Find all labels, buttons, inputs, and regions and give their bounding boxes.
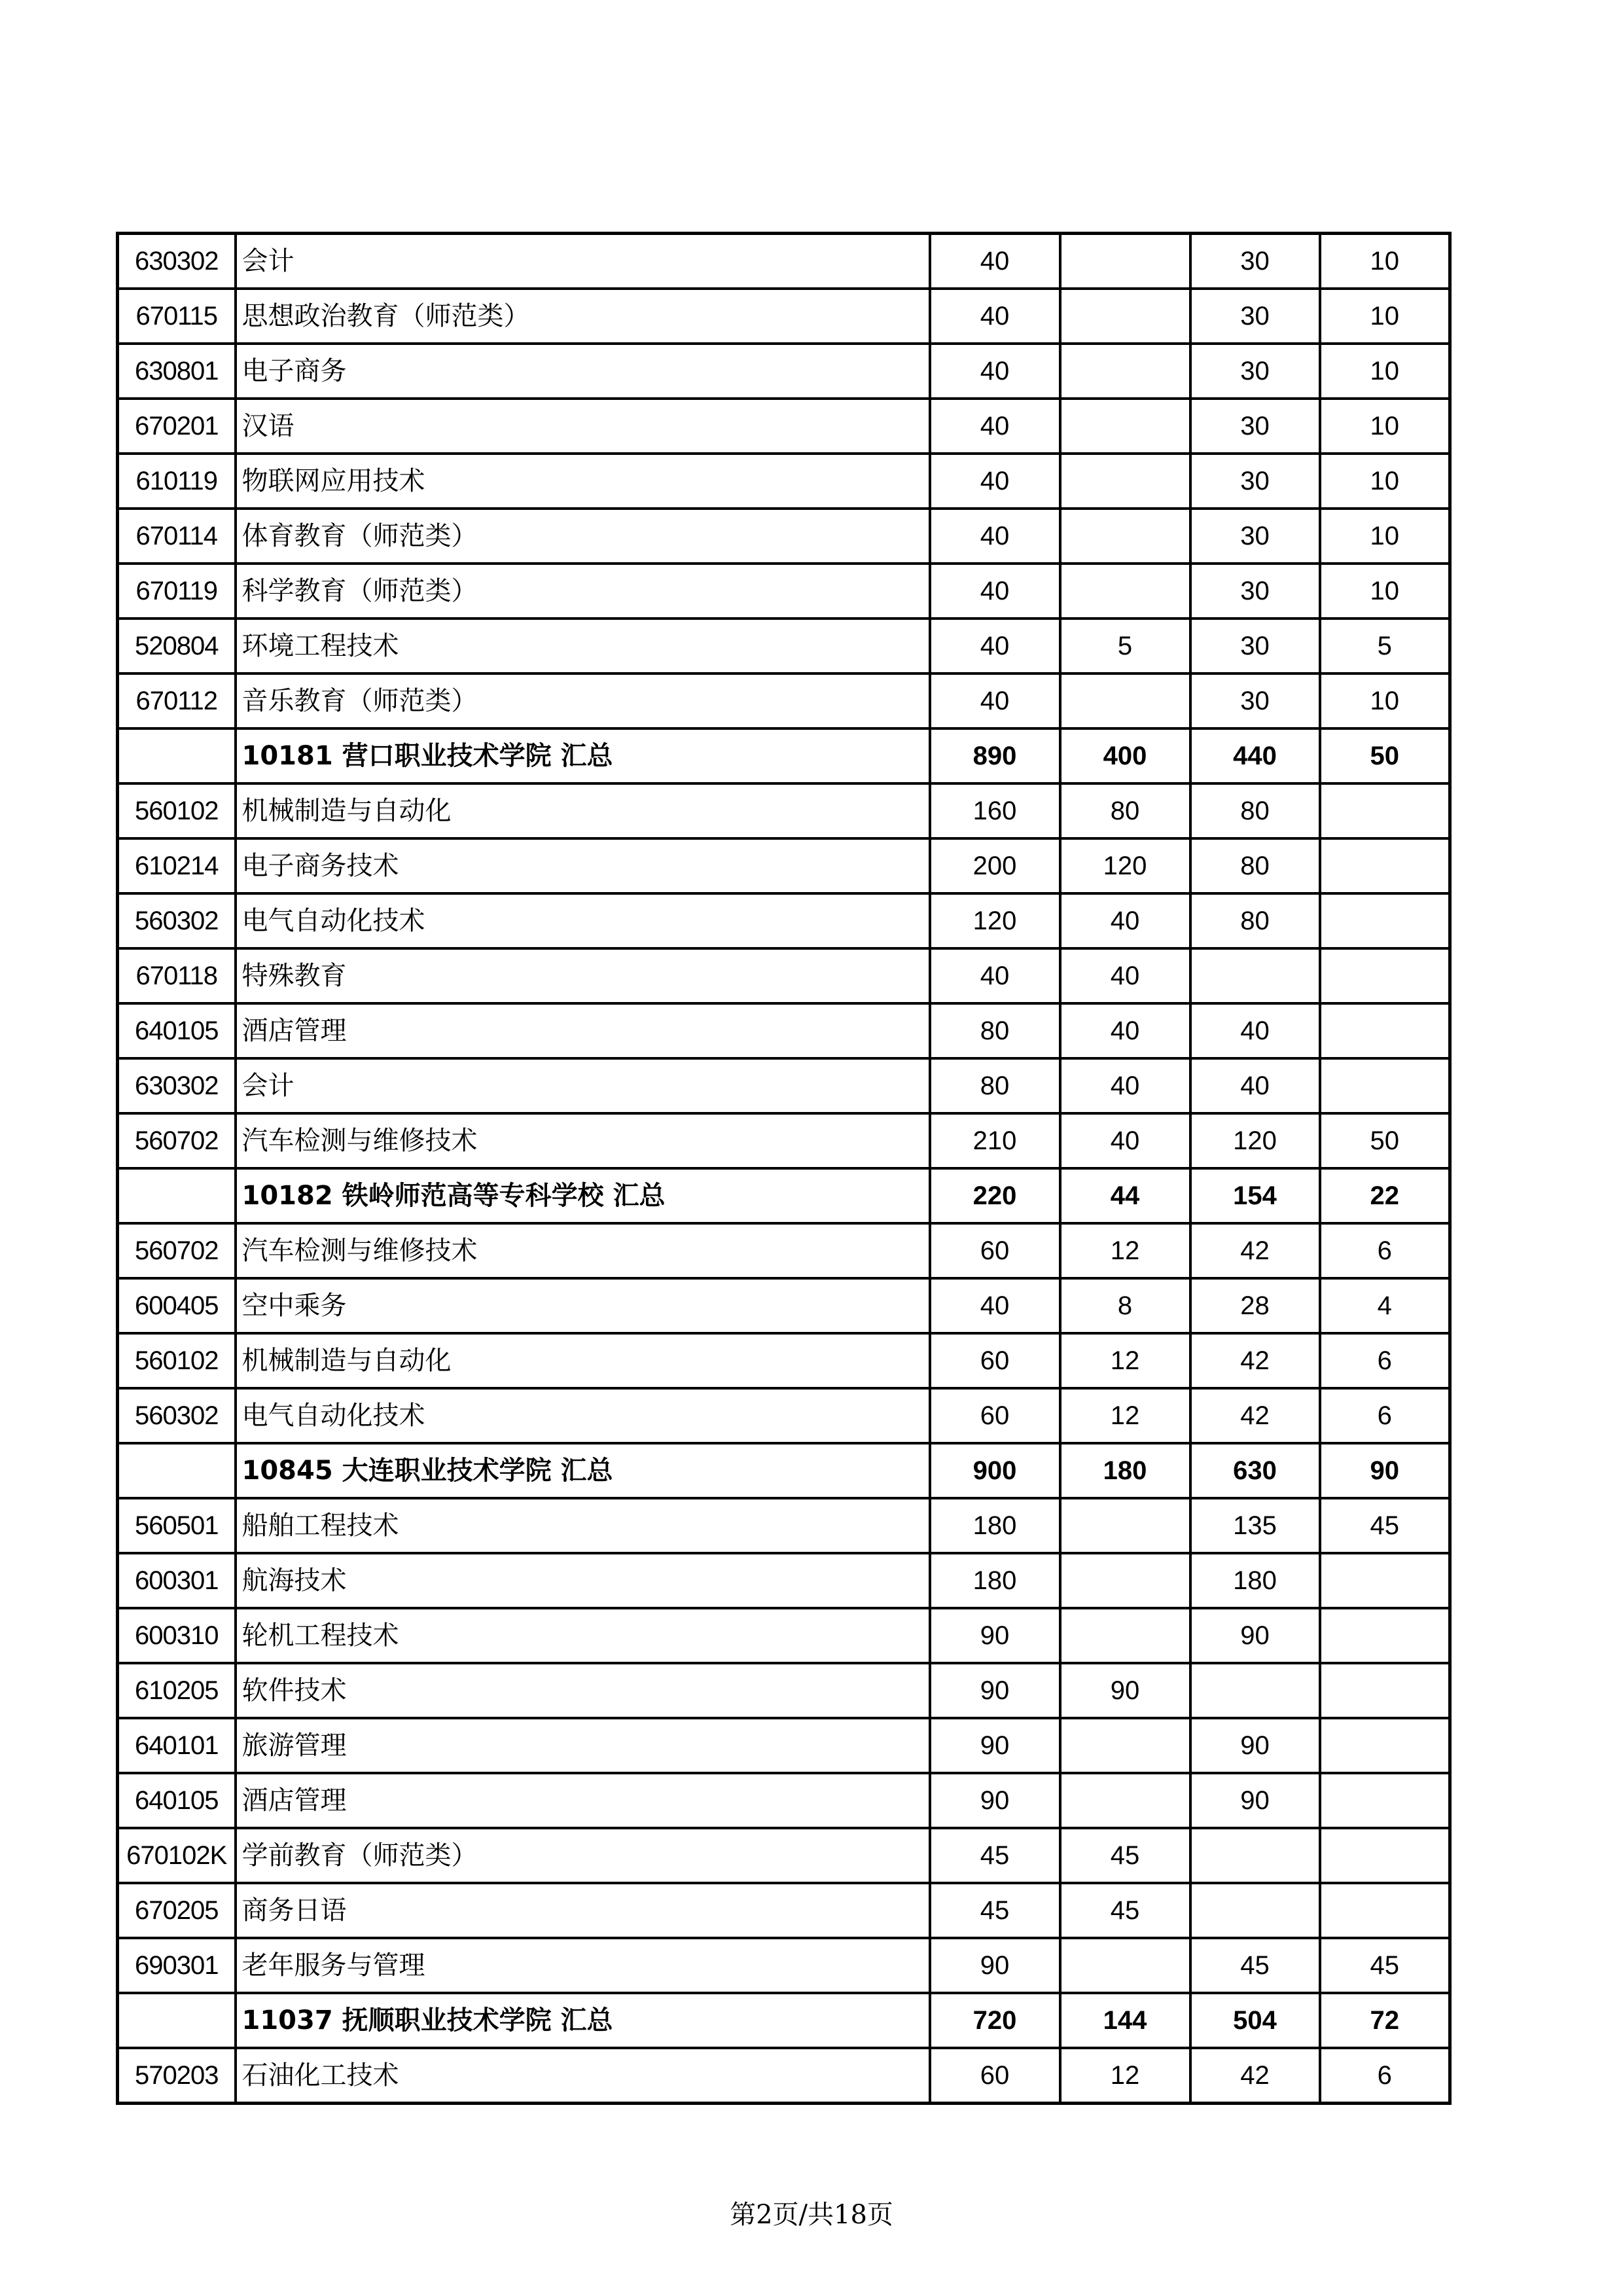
plan-total-cell: 900 [930,1443,1060,1498]
major-name-cell: 科学教育（师范类） [236,564,930,619]
plan-col2-cell [1060,673,1190,728]
plan-col2-cell: 120 [1060,838,1190,893]
table-row [118,1498,1450,1553]
plan-col3-cell: 154 [1190,1168,1320,1223]
plan-col2-cell: 5 [1060,619,1190,673]
table-row [118,2048,1450,2104]
plan-total-cell: 40 [930,234,1060,289]
major-name-cell: 电气自动化技术 [236,893,930,948]
plan-col3-cell: 440 [1190,728,1320,783]
plan-col4-cell [1320,783,1450,838]
plan-col2-cell: 400 [1060,728,1190,783]
plan-total-cell: 40 [930,289,1060,344]
plan-col4-cell: 10 [1320,454,1450,509]
plan-col3-cell: 28 [1190,1278,1320,1333]
plan-total-cell: 90 [930,1663,1060,1718]
plan-col4-cell: 6 [1320,2048,1450,2104]
plan-total-cell: 60 [930,1223,1060,1278]
major-code-cell: 670201 [118,399,236,454]
plan-total-cell: 60 [930,1388,1060,1443]
plan-total-cell: 40 [930,509,1060,564]
plan-col4-cell: 50 [1320,1113,1450,1168]
plan-total-cell: 720 [930,1993,1060,2048]
plan-col3-cell: 30 [1190,454,1320,509]
table-row [118,509,1450,564]
plan-col2-cell: 12 [1060,1388,1190,1443]
major-code-cell: 520804 [118,619,236,673]
plan-total-cell: 40 [930,948,1060,1003]
table-row [118,1388,1450,1443]
plan-col2-cell [1060,1553,1190,1608]
plan-col2-cell: 8 [1060,1278,1190,1333]
plan-col3-cell: 42 [1190,1333,1320,1388]
table-row [118,289,1450,344]
plan-total-cell: 45 [930,1883,1060,1938]
enrollment-plan-table [116,232,1452,2105]
plan-col3-cell: 504 [1190,1993,1320,2048]
table-row [118,838,1450,893]
plan-col2-cell [1060,454,1190,509]
plan-col3-cell: 135 [1190,1498,1320,1553]
summary-row [118,1168,1450,1223]
plan-col4-cell: 10 [1320,564,1450,619]
school-summary-cell: 11037 抚顺职业技术学院 汇总 [236,1993,930,2048]
plan-col4-cell: 72 [1320,1993,1450,2048]
plan-col3-cell: 120 [1190,1113,1320,1168]
plan-total-cell: 60 [930,2048,1060,2104]
plan-col4-cell: 10 [1320,509,1450,564]
major-name-cell: 特殊教育 [236,948,930,1003]
major-name-cell: 空中乘务 [236,1278,930,1333]
plan-col4-cell: 6 [1320,1388,1450,1443]
plan-col4-cell [1320,948,1450,1003]
plan-col2-cell [1060,234,1190,289]
summary-row [118,1443,1450,1498]
major-name-cell: 会计 [236,234,930,289]
table-row [118,1278,1450,1333]
major-name-cell: 电子商务 [236,344,930,399]
plan-col4-cell [1320,1883,1450,1938]
major-code-cell: 560302 [118,1388,236,1443]
major-code-cell: 670115 [118,289,236,344]
major-code-cell: 670205 [118,1883,236,1938]
plan-total-cell: 40 [930,564,1060,619]
plan-col2-cell [1060,1773,1190,1828]
plan-total-cell: 210 [930,1113,1060,1168]
table-row [118,893,1450,948]
plan-col4-cell: 4 [1320,1278,1450,1333]
plan-col3-cell: 630 [1190,1443,1320,1498]
plan-col2-cell: 40 [1060,1113,1190,1168]
major-code-cell [118,1443,236,1498]
plan-total-cell: 60 [930,1333,1060,1388]
major-name-cell: 软件技术 [236,1663,930,1718]
major-name-cell: 航海技术 [236,1553,930,1608]
plan-total-cell: 40 [930,673,1060,728]
major-code-cell: 630302 [118,234,236,289]
plan-col3-cell: 40 [1190,1003,1320,1058]
major-code-cell: 690301 [118,1938,236,1993]
major-name-cell: 汽车检测与维修技术 [236,1223,930,1278]
table-row [118,619,1450,673]
plan-col3-cell: 30 [1190,564,1320,619]
table-row [118,1113,1450,1168]
plan-col3-cell: 30 [1190,509,1320,564]
plan-col3-cell: 180 [1190,1553,1320,1608]
major-code-cell [118,728,236,783]
major-name-cell: 会计 [236,1058,930,1113]
plan-col3-cell: 42 [1190,2048,1320,2104]
plan-total-cell: 180 [930,1498,1060,1553]
plan-col2-cell [1060,509,1190,564]
plan-col4-cell: 5 [1320,619,1450,673]
major-code-cell: 670118 [118,948,236,1003]
plan-col4-cell [1320,1608,1450,1663]
table-body [118,234,1450,2104]
plan-col3-cell: 30 [1190,289,1320,344]
major-name-cell: 思想政治教育（师范类） [236,289,930,344]
plan-col3-cell: 90 [1190,1608,1320,1663]
plan-col4-cell [1320,1718,1450,1773]
school-summary-cell: 10845 大连职业技术学院 汇总 [236,1443,930,1498]
major-code-cell: 670114 [118,509,236,564]
plan-col2-cell [1060,289,1190,344]
major-name-cell: 旅游管理 [236,1718,930,1773]
table-row [118,1223,1450,1278]
plan-col3-cell: 30 [1190,619,1320,673]
plan-col3-cell: 80 [1190,783,1320,838]
major-code-cell: 560302 [118,893,236,948]
major-code-cell: 560702 [118,1223,236,1278]
school-summary-cell: 10182 铁岭师范高等专科学校 汇总 [236,1168,930,1223]
table-row [118,1938,1450,1993]
table-row [118,1058,1450,1113]
plan-col3-cell [1190,1828,1320,1883]
plan-col2-cell [1060,1718,1190,1773]
plan-total-cell: 90 [930,1608,1060,1663]
major-code-cell: 560501 [118,1498,236,1553]
plan-col3-cell: 30 [1190,234,1320,289]
major-name-cell: 老年服务与管理 [236,1938,930,1993]
plan-col3-cell: 30 [1190,673,1320,728]
plan-total-cell: 890 [930,728,1060,783]
plan-col3-cell: 45 [1190,1938,1320,1993]
major-name-cell: 电气自动化技术 [236,1388,930,1443]
page-number-footer: 第2页/共18页 [730,2200,893,2230]
major-code-cell: 630801 [118,344,236,399]
table-row [118,1663,1450,1718]
plan-total-cell: 90 [930,1773,1060,1828]
major-name-cell: 汉语 [236,399,930,454]
table-row [118,399,1450,454]
major-code-cell: 630302 [118,1058,236,1113]
major-name-cell: 酒店管理 [236,1003,930,1058]
plan-col2-cell [1060,1608,1190,1663]
plan-col4-cell: 6 [1320,1223,1450,1278]
table-row [118,1718,1450,1773]
plan-total-cell: 80 [930,1058,1060,1113]
plan-col2-cell: 90 [1060,1663,1190,1718]
plan-col4-cell [1320,1003,1450,1058]
plan-col3-cell: 30 [1190,399,1320,454]
plan-col2-cell: 40 [1060,1003,1190,1058]
plan-col4-cell: 90 [1320,1443,1450,1498]
plan-col2-cell: 40 [1060,893,1190,948]
plan-col2-cell: 45 [1060,1828,1190,1883]
plan-col2-cell [1060,1498,1190,1553]
major-code-cell: 670102K [118,1828,236,1883]
plan-col3-cell: 30 [1190,344,1320,399]
table-row [118,1003,1450,1058]
major-name-cell: 电子商务技术 [236,838,930,893]
plan-col2-cell [1060,564,1190,619]
plan-total-cell: 40 [930,1278,1060,1333]
plan-total-cell: 80 [930,1003,1060,1058]
table-row [118,673,1450,728]
plan-col3-cell [1190,1663,1320,1718]
plan-col3-cell: 42 [1190,1223,1320,1278]
major-code-cell: 670112 [118,673,236,728]
plan-col2-cell: 40 [1060,1058,1190,1113]
plan-col3-cell [1190,948,1320,1003]
major-code-cell: 610119 [118,454,236,509]
plan-total-cell: 90 [930,1938,1060,1993]
major-name-cell: 轮机工程技术 [236,1608,930,1663]
plan-total-cell: 90 [930,1718,1060,1773]
major-code-cell [118,1168,236,1223]
plan-total-cell: 40 [930,619,1060,673]
plan-col4-cell [1320,1663,1450,1718]
plan-total-cell: 160 [930,783,1060,838]
plan-col3-cell: 40 [1190,1058,1320,1113]
plan-col4-cell [1320,1058,1450,1113]
plan-col3-cell: 42 [1190,1388,1320,1443]
plan-col2-cell [1060,344,1190,399]
major-code-cell: 570203 [118,2048,236,2104]
plan-col4-cell: 10 [1320,289,1450,344]
table-row [118,454,1450,509]
table-row [118,1828,1450,1883]
plan-col3-cell: 90 [1190,1718,1320,1773]
major-code-cell: 640101 [118,1718,236,1773]
plan-col4-cell: 10 [1320,673,1450,728]
plan-col4-cell: 10 [1320,234,1450,289]
plan-col3-cell: 90 [1190,1773,1320,1828]
plan-col2-cell: 45 [1060,1883,1190,1938]
plan-col4-cell: 22 [1320,1168,1450,1223]
plan-col4-cell: 45 [1320,1498,1450,1553]
table-row [118,564,1450,619]
major-code-cell: 600301 [118,1553,236,1608]
plan-total-cell: 40 [930,454,1060,509]
major-name-cell: 学前教育（师范类） [236,1828,930,1883]
plan-col4-cell: 10 [1320,399,1450,454]
plan-col2-cell: 80 [1060,783,1190,838]
major-name-cell: 物联网应用技术 [236,454,930,509]
plan-col4-cell: 6 [1320,1333,1450,1388]
major-code-cell: 640105 [118,1773,236,1828]
plan-col3-cell: 80 [1190,838,1320,893]
summary-row [118,728,1450,783]
major-name-cell: 船舶工程技术 [236,1498,930,1553]
table-row [118,1553,1450,1608]
plan-col2-cell: 44 [1060,1168,1190,1223]
plan-col4-cell: 50 [1320,728,1450,783]
major-code-cell: 560702 [118,1113,236,1168]
major-name-cell: 机械制造与自动化 [236,783,930,838]
major-code-cell: 600310 [118,1608,236,1663]
major-code-cell: 560102 [118,1333,236,1388]
plan-col4-cell: 45 [1320,1938,1450,1993]
plan-col3-cell: 80 [1190,893,1320,948]
table-row [118,234,1450,289]
plan-col4-cell [1320,1828,1450,1883]
major-code-cell: 640105 [118,1003,236,1058]
major-name-cell: 机械制造与自动化 [236,1333,930,1388]
major-name-cell: 环境工程技术 [236,619,930,673]
major-code-cell: 600405 [118,1278,236,1333]
table-row [118,948,1450,1003]
plan-col2-cell: 144 [1060,1993,1190,2048]
table-row [118,1333,1450,1388]
plan-col4-cell: 10 [1320,344,1450,399]
major-name-cell: 商务日语 [236,1883,930,1938]
plan-col3-cell [1190,1883,1320,1938]
plan-col4-cell [1320,893,1450,948]
plan-col2-cell [1060,1938,1190,1993]
plan-total-cell: 45 [930,1828,1060,1883]
major-code-cell: 670119 [118,564,236,619]
major-code-cell: 560102 [118,783,236,838]
plan-col4-cell [1320,1553,1450,1608]
plan-total-cell: 200 [930,838,1060,893]
plan-col2-cell: 12 [1060,1333,1190,1388]
plan-col2-cell [1060,399,1190,454]
plan-col2-cell: 12 [1060,2048,1190,2104]
table-row [118,1883,1450,1938]
plan-col4-cell [1320,838,1450,893]
table-row [118,344,1450,399]
table-row [118,1773,1450,1828]
major-code-cell [118,1993,236,2048]
plan-total-cell: 180 [930,1553,1060,1608]
major-name-cell: 石油化工技术 [236,2048,930,2104]
school-summary-cell: 10181 营口职业技术学院 汇总 [236,728,930,783]
plan-total-cell: 40 [930,399,1060,454]
major-code-cell: 610205 [118,1663,236,1718]
major-name-cell: 体育教育（师范类） [236,509,930,564]
major-name-cell: 酒店管理 [236,1773,930,1828]
major-name-cell: 音乐教育（师范类） [236,673,930,728]
plan-col4-cell [1320,1773,1450,1828]
plan-col2-cell: 12 [1060,1223,1190,1278]
summary-row [118,1993,1450,2048]
plan-total-cell: 120 [930,893,1060,948]
plan-total-cell: 40 [930,344,1060,399]
table-row [118,1608,1450,1663]
plan-total-cell: 220 [930,1168,1060,1223]
major-name-cell: 汽车检测与维修技术 [236,1113,930,1168]
table-row [118,783,1450,838]
major-code-cell: 610214 [118,838,236,893]
plan-col2-cell: 40 [1060,948,1190,1003]
plan-col2-cell: 180 [1060,1443,1190,1498]
